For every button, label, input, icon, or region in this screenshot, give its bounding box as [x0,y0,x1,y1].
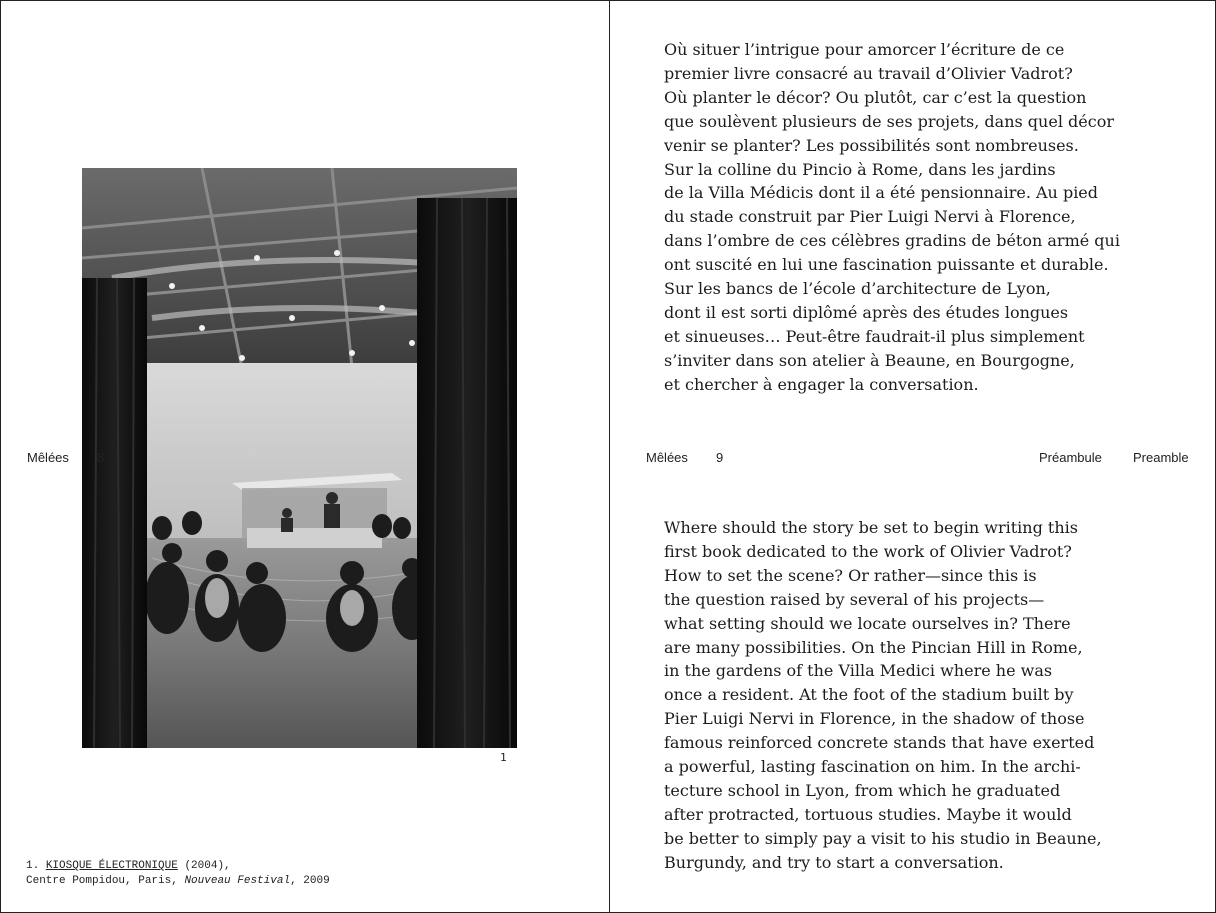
text-line: dont il est sorti diplômé après des études longues [664,302,1069,322]
text-line: Sur les bancs de l’école d’architecture de Lyon, [664,279,1051,299]
caption-line-2 [26,874,330,889]
text-line: are many possibilities. On the Pincian Hill in Rome, [664,637,1083,657]
caption-title: KIOSQUE ÉLECTRONIQUE [45,860,178,872]
text-line: How to set the scene? Or rather—since this is [664,565,1037,585]
caption-number: 1. [26,860,40,872]
section-title-fr: Préambule [1039,450,1102,465]
left-page [1,1,609,913]
text-line: tecture school in Lyon, from which he graduated [664,780,1061,800]
text-line: after protracted, tortuous studies. Maybe it would [664,804,1072,824]
running-head-right: Mêlées [646,450,688,465]
text-line: que soulèvent plusieurs de ses projets, dans quel décor [664,111,1114,131]
text-line: a powerful, lasting fascination on him. In the archi- [664,757,1081,777]
figure-number: 1 [500,751,507,764]
caption-year: (2004), [184,860,231,872]
text-line: venir se planter? Les possibilités sont nombreuses. [664,135,1079,155]
french-text [664,38,1124,397]
text-line: famous reinforced concrete stands that have exerted [664,733,1095,753]
text-line: Where should the story be set to begin writing this [664,518,1078,537]
caption-event-year: , 2009 [290,875,330,887]
caption-line-1 [26,859,330,874]
figure-caption [26,859,330,889]
text-line: Où situer l’intrigue pour amorcer l’écriture de ce [664,40,1065,59]
text-line: de la Villa Médicis dont il a été pensionnaire. Au pied [664,183,1099,203]
text-line: s’inviter dans son atelier à Beaune, en Bourgogne, [664,350,1075,370]
text-line: once a resident. At the foot of the stadium built by [664,685,1074,705]
page-number-left: 8 [97,450,105,465]
text-line: be better to simply pay a visit to his studio in Beaune, [664,828,1102,848]
caption-event: Nouveau Festival [184,875,291,887]
kiosque-photo-illustration [82,168,517,748]
text-line: du stade construit par Pier Luigi Nervi à Florence, [664,207,1076,227]
right-page [610,1,1216,913]
section-title-en: Preamble [1133,450,1189,465]
caption-location: Centre Pompidou, Paris, [26,875,178,887]
text-line: premier livre consacré au travail d’Olivier Vadrot? [664,63,1073,83]
english-text [664,516,1124,875]
text-line: ont suscité en lui une fascination puissante et durable. [664,255,1109,275]
text-line: Sur la colline du Pincio à Rome, dans les jardins [664,159,1056,179]
text-line: first book dedicated to the work of Olivier Vadrot? [664,541,1072,561]
running-head-left: Mêlées [27,450,69,465]
text-line: dans l’ombre de ces célèbres gradins de béton armé qui [664,231,1120,251]
exhibition-photo [82,168,517,748]
text-line: Burgundy, and try to start a conversation. [664,852,1004,872]
text-line: et chercher à engager la conversation. [664,374,979,394]
text-line: in the gardens of the Villa Medici where he was [664,661,1053,681]
text-line: Où planter le décor? Ou plutôt, car c’est la question [664,87,1087,107]
text-line: et sinueuses… Peut-être faudrait-il plus simplement [664,326,1085,346]
text-line: the question raised by several of his projects— [664,589,1045,609]
text-line: Pier Luigi Nervi in Florence, in the shadow of those [664,709,1085,729]
page-number-right: 9 [716,450,724,465]
text-line: what setting should we locate ourselves in? There [664,613,1071,633]
